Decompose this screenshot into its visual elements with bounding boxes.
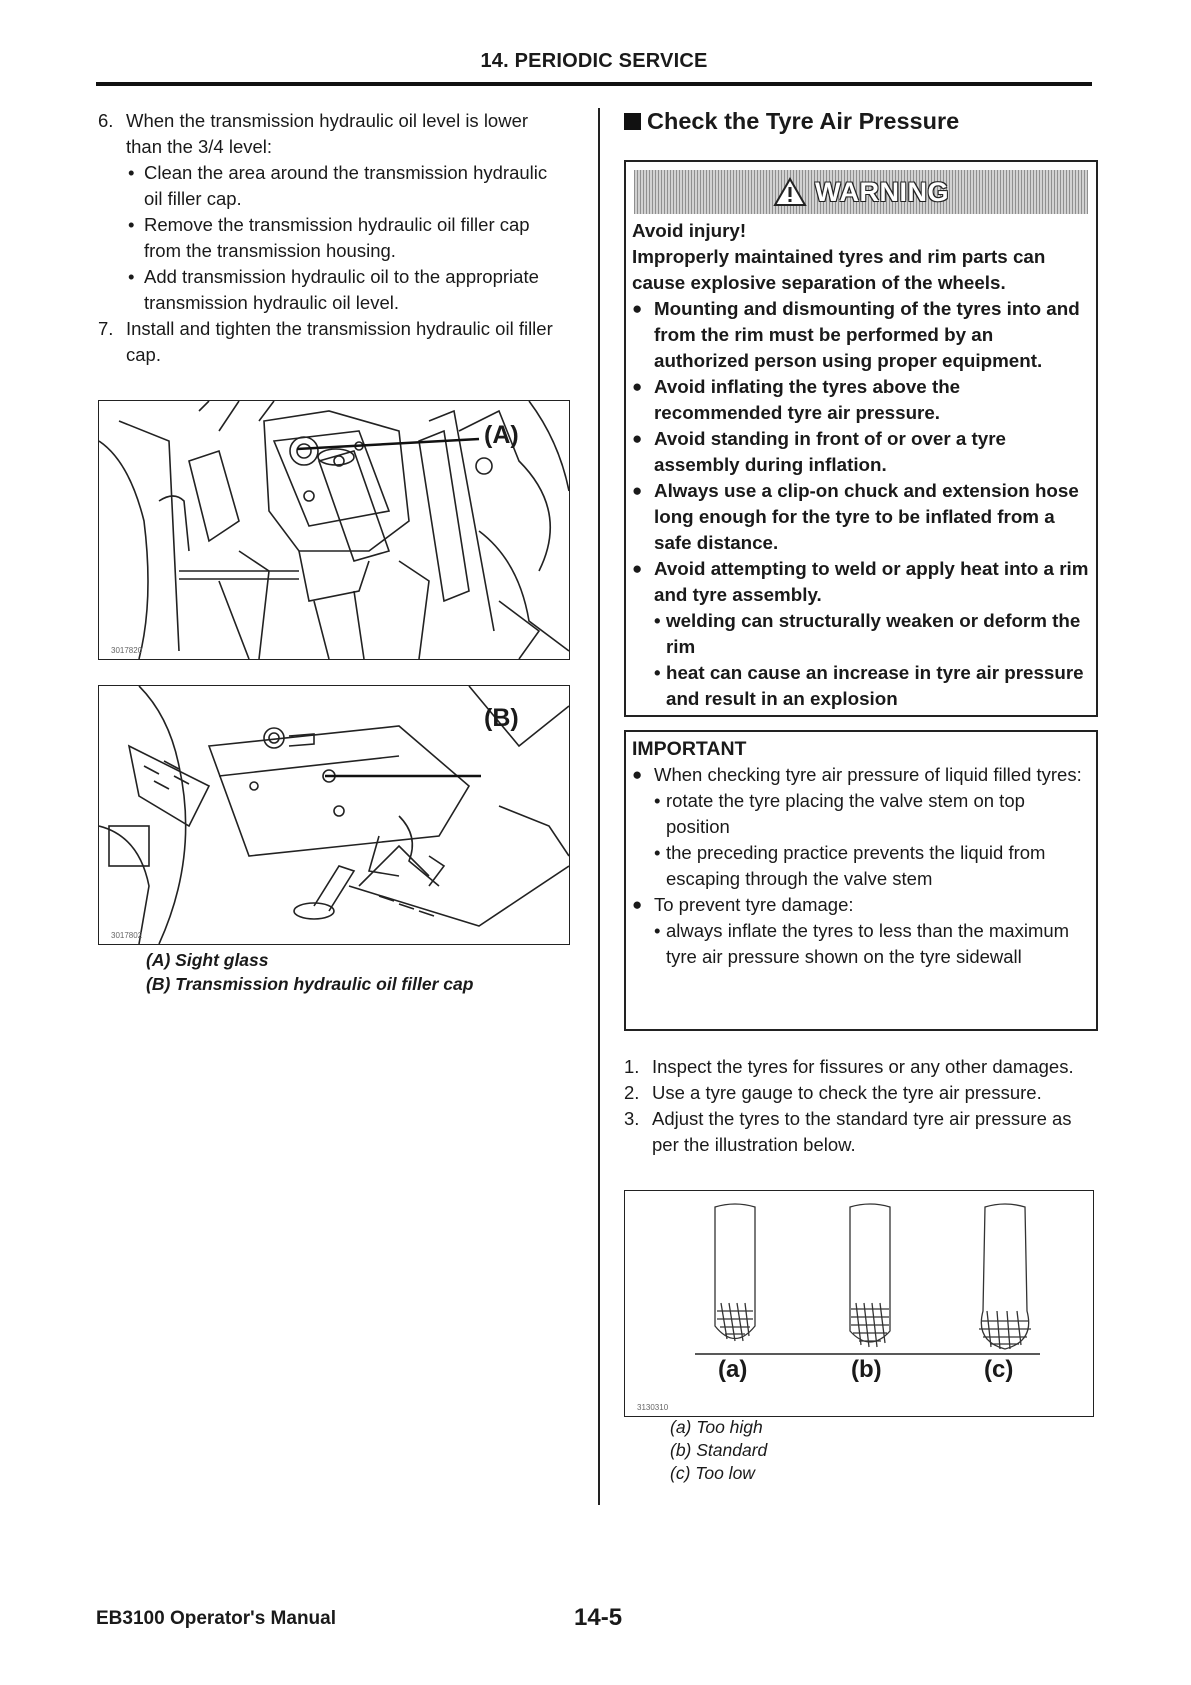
important-box <box>624 730 1098 1031</box>
callout-a: (A) <box>484 421 519 449</box>
right-column <box>624 108 1094 135</box>
page-header: 14. PERIODIC SERVICE <box>480 50 708 72</box>
warning-bullet: ● Mounting and dismounting of the tyres into and from the rim must be performed by an authorized person using proper equipment. <box>632 296 1090 374</box>
caption-too-low: (c) Too low <box>670 1463 755 1483</box>
column-divider <box>598 108 600 1505</box>
left-column <box>98 108 568 368</box>
warning-bullet: ● Avoid attempting to weld or apply heat into a rim and tyre assembly. <box>632 556 1090 608</box>
step-1: 1. Inspect the tyres for fissures or any other damages. <box>624 1056 1074 1077</box>
bullet-dot-icon: ● <box>632 559 643 578</box>
figure-captions <box>146 948 473 996</box>
important-title: IMPORTANT <box>632 738 747 760</box>
step-2: 2. Use a tyre gauge to check the tyre air pressure. <box>624 1082 1042 1103</box>
page-number: 14-5 <box>574 1604 623 1631</box>
figure-code: 3017820 <box>111 646 143 655</box>
warning-box <box>624 160 1098 717</box>
substep: • Remove the transmission hydraulic oil filler cap from the transmission housing. <box>128 214 530 261</box>
warning-bullet: ● Avoid standing in front of or over a tyre assembly during inflation. <box>632 426 1090 478</box>
bullet-dot-icon: ● <box>632 765 643 784</box>
warning-bullet: ● Always use a clip-on chuck and extension hose long enough for the tyre to be inflated from a safe distance. <box>632 478 1090 556</box>
important-bullet: ● When checking tyre air pressure of liquid filled tyres: <box>632 762 1090 788</box>
step-7: 7. Install and tighten the transmission hydraulic oil filler cap. <box>98 318 553 365</box>
important-subbullet: • always inflate the tyres to less than the maximum tyre air pressure shown on the tyre sidewall <box>654 920 1070 967</box>
warning-subbullet: • heat can cause an increase in tyre air pressure and result in an explosion <box>654 662 1084 709</box>
warning-banner: WARNING <box>634 170 1088 214</box>
substep: • Add transmission hydraulic oil to the appropriate transmission hydraulic oil level. <box>128 266 539 313</box>
important-body <box>632 736 1090 970</box>
figure-code: 3130310 <box>637 1403 669 1412</box>
tyre-label-a: (a) <box>718 1356 748 1383</box>
step-3: 3. Adjust the tyres to the standard tyre air pressure as per the illustration below. <box>624 1108 1072 1155</box>
caption-b: (B) Transmission hydraulic oil filler cap <box>146 974 474 994</box>
bullet-dot-icon: ● <box>632 895 643 914</box>
figure-filler-cap <box>98 685 570 945</box>
important-subbullet: • the preceding practice prevents the liquid from escaping through the valve stem <box>654 842 1046 889</box>
caption-a: (A) Sight glass <box>146 950 269 970</box>
important-subbullet: • rotate the tyre placing the valve stem on top position <box>654 790 1025 837</box>
step-6: 6. When the transmission hydraulic oil level is lower than the 3/4 level: <box>98 110 529 157</box>
warning-triangle-icon <box>773 177 807 207</box>
caption-standard: (b) Standard <box>670 1440 768 1460</box>
section-square-icon <box>624 113 641 130</box>
tyre-steps <box>624 1054 1094 1158</box>
substep: • Clean the area around the transmission hydraulic oil filler cap. <box>128 162 548 209</box>
bullet-dot-icon: ● <box>632 377 643 396</box>
caption-too-high: (a) Too high <box>670 1417 763 1437</box>
warning-bullet: ● Avoid inflating the tyres above the recommended tyre air pressure. <box>632 374 1090 426</box>
bullet-dot-icon: ● <box>632 299 643 318</box>
header-rule <box>96 82 1092 86</box>
tyre-label-b: (b) <box>851 1356 882 1383</box>
bullet-dot-icon: ● <box>632 429 643 448</box>
figure-code: 3017802 <box>111 931 143 940</box>
figure-sight-glass <box>98 400 570 660</box>
important-bullet: ● To prevent tyre damage: <box>632 892 1090 918</box>
callout-b: (B) <box>484 704 519 732</box>
bullet-dot-icon: ● <box>632 481 643 500</box>
warning-line: Improperly maintained tyres and rim parts can cause explosive separation of the wheels. <box>632 246 1046 293</box>
section-title: Check the Tyre Air Pressure <box>624 108 1094 135</box>
footer-manual-title: EB3100 Operator's Manual <box>96 1608 336 1629</box>
warning-subbullet: • welding can structurally weaken or deform the rim <box>654 610 1081 657</box>
tyre-label-c: (c) <box>984 1356 1014 1383</box>
warning-body <box>632 218 1090 712</box>
warning-line: Avoid injury! <box>632 220 747 241</box>
tyre-captions <box>670 1416 767 1485</box>
